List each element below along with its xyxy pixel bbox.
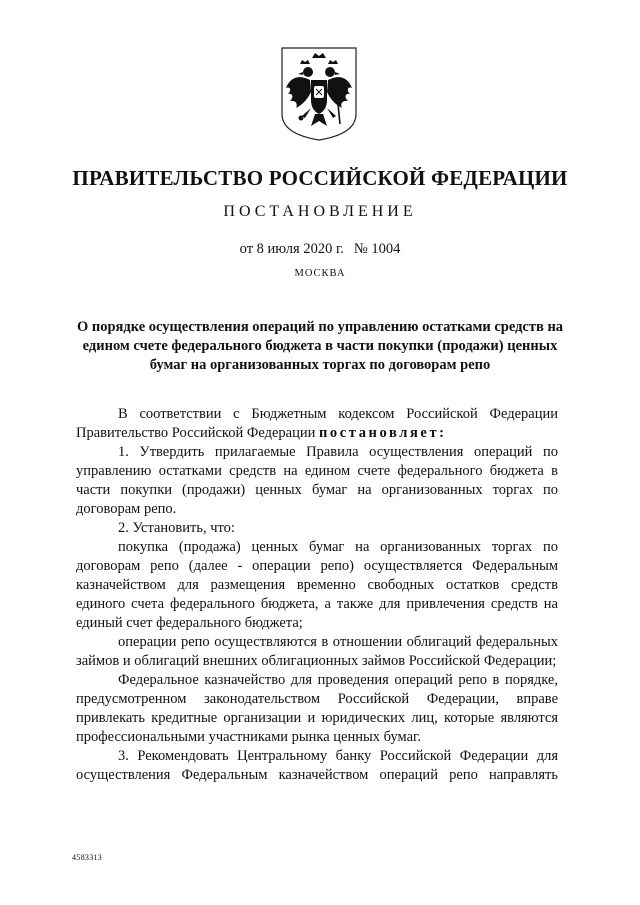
document-title: О порядке осуществления операций по управлению остатками средств на едином счете федерального бюджета в части покупки (продажи) ценных бумаг на организованных торгах по договорам репо — [76, 319, 564, 373]
paragraph-2: 2. Установить, что: — [118, 520, 235, 536]
government-title: ПРАВИТЕЛЬСТВО РОССИЙСКОЙ ФЕДЕРАЦИИ — [72, 166, 568, 190]
document-type: ПОСТАНОВЛЕНИЕ — [223, 203, 417, 220]
paragraph-2-item-2: операции репо осуществляются в отношении облигаций федеральных займов и облигаций внешних облигационных займов Российской Федерации; — [76, 634, 558, 669]
document-id: 4583313 — [72, 853, 103, 862]
document-date-line — [0, 240, 640, 258]
document-city: МОСКВА — [294, 268, 346, 279]
russian-coat-of-arms-icon — [278, 44, 360, 142]
paragraph-3: 3. Рекомендовать Центральному банку Российской Федерации для осуществления Федеральным казначейством операций репо направлять — [76, 748, 558, 783]
preamble-text: В соответствии с Бюджетным кодексом Российской Федерации Правительство Российской Федерации — [76, 406, 558, 441]
paragraph-1: 1. Утвердить прилагаемые Правила осуществления операций по управлению остатками средств на едином счете федерального бюджета в части покупки (продажи) ценных бумаг на организованных торгах по договорам репо. — [76, 444, 558, 517]
paragraph-preamble — [76, 405, 558, 443]
document-number: № 1004 — [353, 241, 401, 257]
document-date: от 8 июля 2020 г. — [239, 241, 344, 257]
paragraph-2-item-1: покупка (продажа) ценных бумаг на организованных торгах по договорам репо (далее - операции репо) осуществляется Федеральным казначейством для размещения временно свободных остатков средств единого счета федерального бюджета, а также для привлечения средств на единый счет федерального бюджета; — [76, 539, 558, 631]
decree-word: постановляет: — [318, 425, 447, 441]
paragraph-2-item-3: Федеральное казначейство для проведения операций репо в порядке, предусмотренном законодательством Российской Федерации, вправе привлекать кредитные организации и юридических лиц, которые являются профессиональными участниками рынка ценных бумаг. — [76, 672, 558, 745]
document-body — [76, 405, 558, 785]
